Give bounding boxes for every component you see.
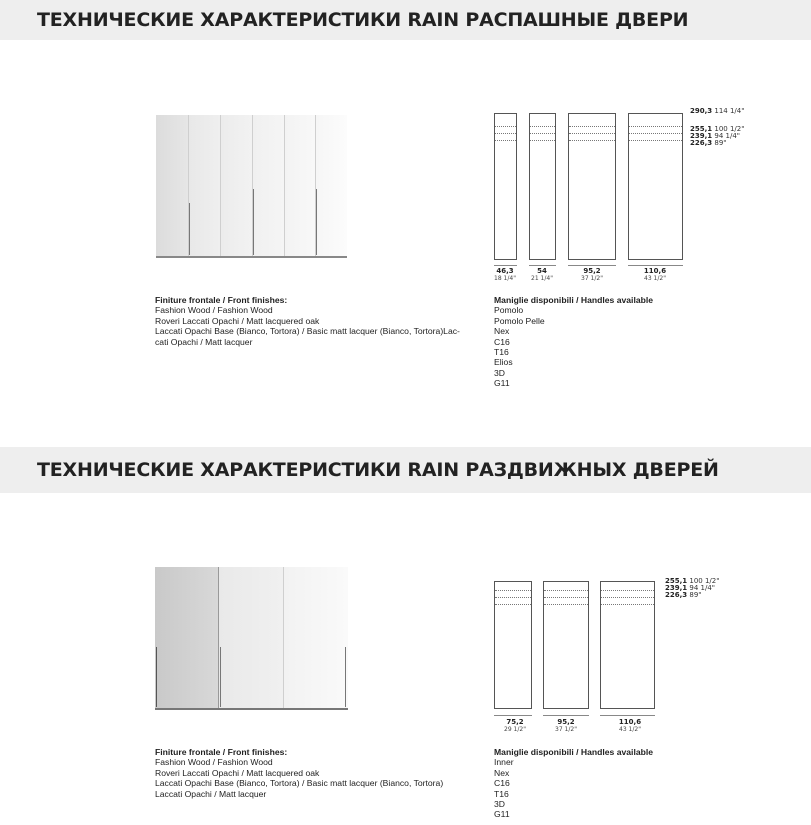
handle-item: T16 — [494, 347, 509, 358]
door-module-3 — [568, 113, 616, 260]
handle-item: Pomolo — [494, 305, 524, 316]
height-label: 239,1 94 1/4" — [690, 132, 741, 140]
finish-item: cati Opachi / Matt lacquer — [155, 336, 253, 347]
height-label: 255,1 100 1/2" — [690, 125, 745, 133]
front-finishes-list — [155, 295, 485, 347]
height-label: 226,3 89" — [690, 139, 727, 147]
door-module-2 — [529, 113, 556, 260]
handle-item: Pomolo Pelle — [494, 315, 545, 326]
height-label: 226,3 89" — [665, 591, 702, 599]
section-title: ТЕХНИЧЕСКИЕ ХАРАКТЕРИСТИКИ RAIN РАСПАШНЫЕ ДВЕРИ — [37, 9, 689, 31]
width-label: 110,6 43 1/2" — [618, 718, 642, 733]
door-module-1 — [494, 113, 517, 260]
finishes-title: Finiture frontale / Front finishes: — [155, 747, 288, 757]
sliding-doors-dimension-diagram — [490, 575, 750, 725]
handle-item: Nex — [494, 767, 510, 778]
handle-item: Elios — [494, 357, 513, 368]
door-module-3 — [600, 581, 655, 709]
width-label: 54 21 1/4" — [531, 267, 553, 282]
front-finishes-list — [155, 747, 485, 799]
width-label: 95,2 37 1/2" — [555, 718, 577, 733]
handle-item: C16 — [494, 778, 510, 789]
finish-item: Laccati Opachi Base (Bianco, Tortora) / Basic matt lacquer (Bianco, Tortora) — [155, 778, 444, 789]
handles-list — [494, 747, 694, 820]
height-label: 290,3 114 1/4" — [690, 107, 745, 115]
finish-item: Fashion Wood / Fashion Wood — [155, 757, 273, 768]
section-header-hinged-doors — [0, 0, 811, 40]
width-label: 46,3 18 1/4" — [494, 267, 516, 282]
handle-item: Inner — [494, 757, 514, 768]
handles-title: Maniglie disponibili / Handles available — [494, 295, 654, 305]
handle-item: G11 — [494, 809, 510, 820]
handle-item: G11 — [494, 378, 510, 389]
finish-item: Roveri Laccati Opachi / Matt lacquered oak — [155, 767, 320, 778]
wardrobe-hinged-photo — [156, 115, 347, 258]
door-module-1 — [494, 581, 532, 709]
finish-item: Roveri Laccati Opachi / Matt lacquered oak — [155, 315, 320, 326]
handles-list — [494, 295, 694, 389]
handle-item: Nex — [494, 326, 510, 337]
width-label: 95,2 37 1/2" — [581, 267, 603, 282]
handle-item: 3D — [494, 367, 505, 378]
door-module-2 — [543, 581, 589, 709]
handle-item: T16 — [494, 788, 509, 799]
handle-item: C16 — [494, 336, 510, 347]
width-label: 75,2 29 1/2" — [504, 718, 526, 733]
handle-item: 3D — [494, 799, 505, 810]
finish-item: Laccati Opachi Base (Bianco, Tortora) / Basic matt lacquer (Bianco, Tortora)Lac- — [155, 326, 460, 337]
section-title: ТЕХНИЧЕСКИЕ ХАРАКТЕРИСТИКИ RAIN РАЗДВИЖНЫХ ДВЕРЕЙ — [37, 459, 719, 481]
height-label: 239,1 94 1/4" — [665, 584, 716, 592]
door-module-4 — [628, 113, 683, 260]
wardrobe-sliding-photo — [155, 567, 348, 710]
finish-item: Fashion Wood / Fashion Wood — [155, 305, 273, 316]
finish-item: Laccati Opachi / Matt lacquer — [155, 788, 267, 799]
finishes-title: Finiture frontale / Front finishes: — [155, 295, 288, 305]
height-label: 255,1 100 1/2" — [665, 577, 720, 585]
handles-title: Maniglie disponibili / Handles available — [494, 747, 654, 757]
section-header-sliding-doors — [0, 447, 811, 493]
width-label: 110,6 43 1/2" — [643, 267, 667, 282]
